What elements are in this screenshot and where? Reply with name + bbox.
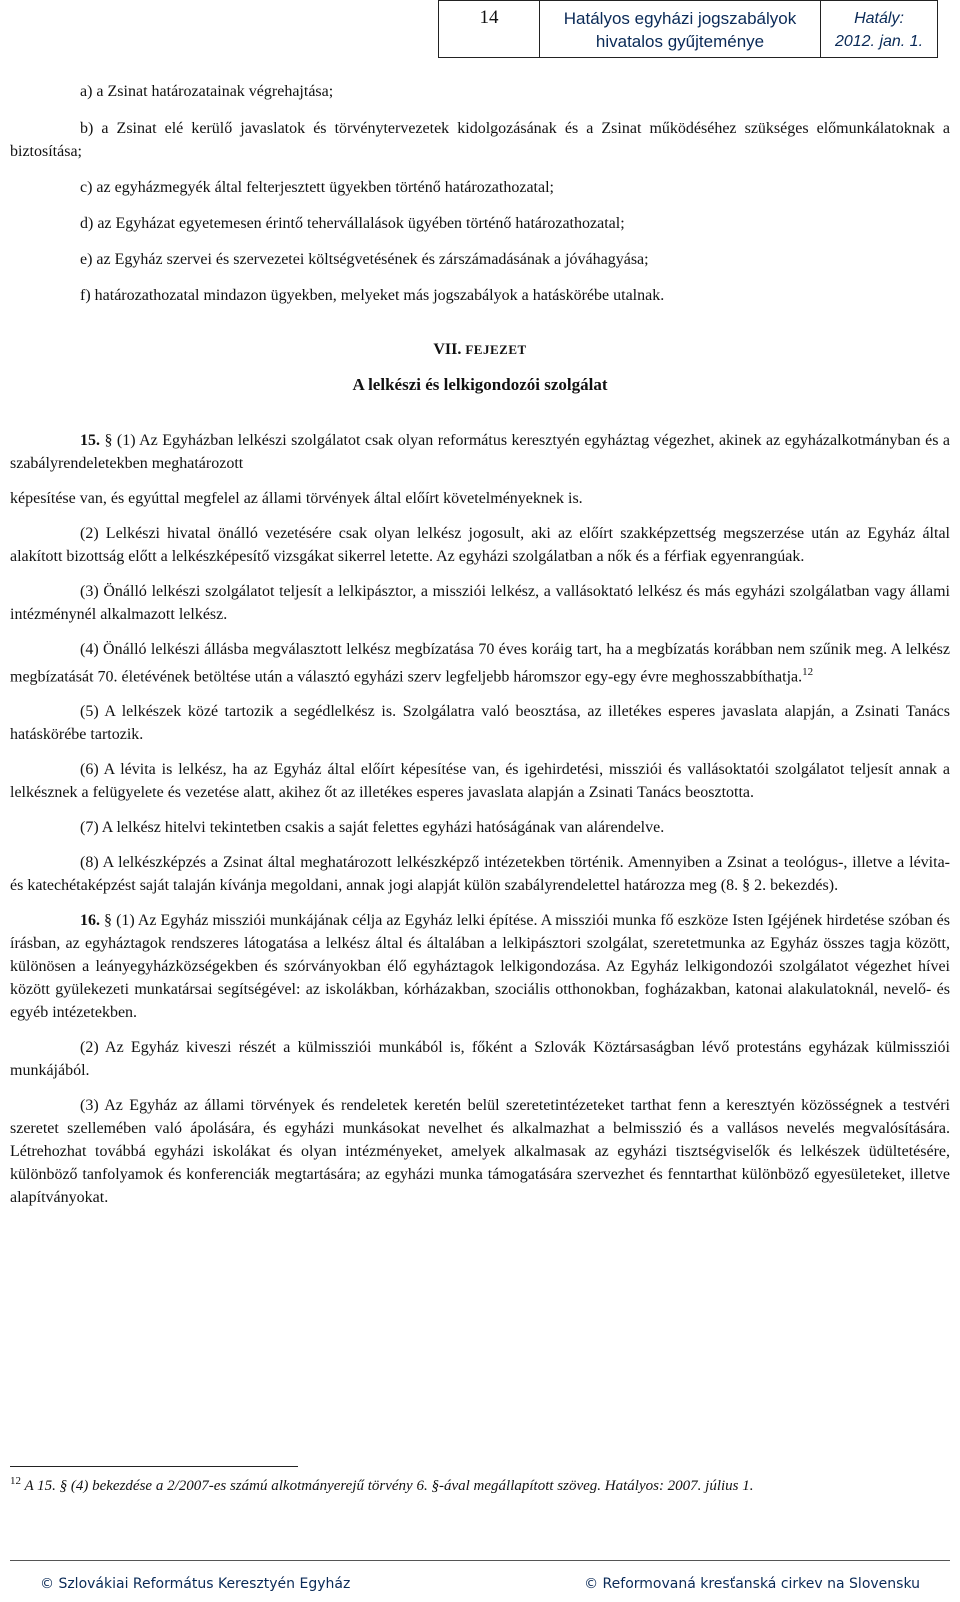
list-item: c) az egyházmegyék által felterjesztett ügyekben történő határozathozatal;: [80, 179, 554, 196]
footnote-number: 12: [10, 1475, 21, 1487]
paragraph: 15. § (1) Az Egyházban lelkészi szolgálatot csak olyan református keresztyén egyháztag végezhet, akinek az egyházalkotmányban és a szabályrendeletekben meghatározott: [10, 432, 950, 472]
paragraph: (6) A lévita is lelkész, ha az Egyház által előírt képesítése van, és igehirdetési, missziói és vallásoktatói szolgálatot teljesít annak a lelkésznek a felügyelete és vezetése alatt, akihez őt az illetékes esperes javaslata alapján a Zsinati Tanács beosztotta.: [10, 761, 950, 802]
chapter-heading: [10, 341, 950, 359]
section-number: 15.: [80, 432, 100, 449]
paragraph: (3) Az Egyház az állami törvények és rendeletek keretén belül szeretetintézeteket tarthat fenn a keresztyén közösségnek a testvéri szeretet szellemében való ápolására, és egyházi munkásokat nevelhet és alkalmazhat a belmisszió és a vallásos nevelés megvalósítására. Létrehozhat továbbá egyházi iskolákat és olyan intézményeket, amelyek alkalmasak az egyházi tisztségviselők és lelkészek üdültetésére, különböző tanfolyamok és konferenciák megtartására; az egyházi munka támogatására szervezhet és fenntarthat különböző egyesületeket, illetve alapítványokat.: [10, 1097, 950, 1207]
collection-title: [540, 1, 821, 57]
chapter-word: FEJEZET: [465, 342, 527, 357]
paragraph: (5) A lelkészek közé tartozik a segédlelkész is. Szolgálatra való beosztása, az illetékes esperes javaslata alapján, a Zsinati Tanács hatáskörébe tartozik.: [10, 703, 950, 744]
document-body: [10, 80, 950, 1209]
section-16: [10, 909, 950, 1209]
effective-label: Hatály:: [854, 10, 904, 27]
chapter-title: A lelkészi és lelkigondozói szolgálat: [352, 375, 608, 394]
list-item: e) az Egyház szervei és szervezetei költségvetésének és zárszámadásának a jóváhagyása;: [80, 251, 649, 268]
paragraph: (2) Lelkészi hivatal önálló vezetésére csak olyan lelkész jogosult, aki az előírt szakképzettség megszerzése után az Egyház által alakított bizottság előtt a lelkészképesítő vizsgákat sikerrel letette. Az egyházi szolgálatban a nők és a férfiak egyenrangúak.: [10, 525, 950, 565]
paragraph: (2) Az Egyház kiveszi részét a külmissziói munkából is, főként a Szlovák Köztársaságban lévő protestáns egyházak külmissziói munkájából.: [10, 1039, 950, 1080]
section-number: 16.: [80, 912, 100, 930]
collection-title-line1: Hatályos egyházi jogszabályok: [563, 9, 797, 28]
paragraph: (7) A lelkész hitelvi tekintetben csakis a saját felettes egyházi hatóságának van alárendelve.: [80, 819, 665, 837]
paragraph: (8) A lelkészképzés a Zsinat által meghatározott lelkészképző intézetekben történik. Amennyiben a Zsinat a teológus-, illetve a lévita- és katechétaképzést saját talaján kívánja megoldani, annak jogi alapját külön szabályrendelettel határozza meg (8. § 2. bekezdés).: [10, 854, 950, 895]
list-item: a) a Zsinat határozatainak végrehajtása;: [80, 83, 334, 100]
footnote: [10, 1475, 950, 1495]
section-sign: §: [104, 912, 113, 930]
effective-date: 2012. jan. 1.: [834, 33, 924, 50]
effective-date-box: [821, 1, 937, 57]
list-item: b) a Zsinat elé kerülő javaslatok és törvénytervezetek kidolgozásának és a Zsinat működéséhez szükséges előmunkálatoknak a biztosítása;: [10, 120, 950, 160]
paragraph: (4) Önálló lelkészi állásba megválasztott lelkész megbízatása 70 éves koráig tart, ha a megbízatás korábban nem szűnik meg. A lelkész megbízatását 70. életévének betöltése után a választó egyházi szerv legfeljebb háromszor egy-egy évre meghosszabbíthatja.$^{12}$: [10, 641, 950, 686]
list-item: f) határozathozatal mindazon ügyekben, melyeket más jogszabályok a hatáskörébe utalnak.: [80, 287, 665, 304]
footer-copyright-sk: © Reformovaná kresťanská cirkev na Slovensku: [584, 1576, 920, 1592]
page-footer: [40, 1576, 920, 1592]
competence-list: [10, 80, 950, 307]
paragraph: képesítése van, és egyúttal megfelel az állami törvények által előírt követelményeknek is.: [10, 490, 583, 507]
page-number: 14: [439, 1, 540, 57]
collection-title-line2: hivatalos gyűjteménye: [595, 32, 765, 51]
footnote-ref[interactable]: 12: [802, 666, 814, 678]
page-header: [438, 0, 938, 58]
section-15: [10, 429, 950, 897]
chapter-number: VII.: [433, 341, 462, 358]
paragraph: (3) Önálló lelkészi szolgálatot teljesít a lelkipásztor, a missziói lelkész, a vallásoktató lelkész és más egyházi szolgálatban vagy állami intézménynél alkalmazott lelkész.: [10, 583, 950, 623]
footer-copyright-hu: © Szlovákiai Református Keresztyén Egyház: [40, 1576, 351, 1592]
section-sign: §: [104, 432, 113, 449]
list-item: d) az Egyházat egyetemesen érintő tehervállalások ügyében történő határozathozatal;: [80, 215, 625, 232]
footnote-text: A 15. § (4) bekezdése a 2/2007-es számú alkotmányerejű törvény 6. §-ával megállapított szöveg. Hatályos: 2007. július 1.: [24, 1478, 754, 1494]
paragraph: 16. § (1) Az Egyház missziói munkájának célja az Egyház lelki építése. A missziói munka fő eszköze Isten Igéjének hirdetése szóban és írásban, az egyháztagok rendszeres látogatása a lelkész által és általában a lelkipásztori szolgálat, szeretetmunka az Egyház összes tagja között, különösen a leányegyházközségekben és szórványokban élő egyháztagok lelkigondozása. Az Egyház lelkigondozói szolgálatot végezhet hívei között gyülekezeti munkatársai segítségével: az iskolákban, kórházakban, szociális otthonokban, fogházakban, katonai alakulatoknál, nevelő- és egyéb intézetekben.: [10, 912, 951, 1022]
footer-separator: [10, 1560, 950, 1561]
footnote-separator: [10, 1466, 298, 1467]
